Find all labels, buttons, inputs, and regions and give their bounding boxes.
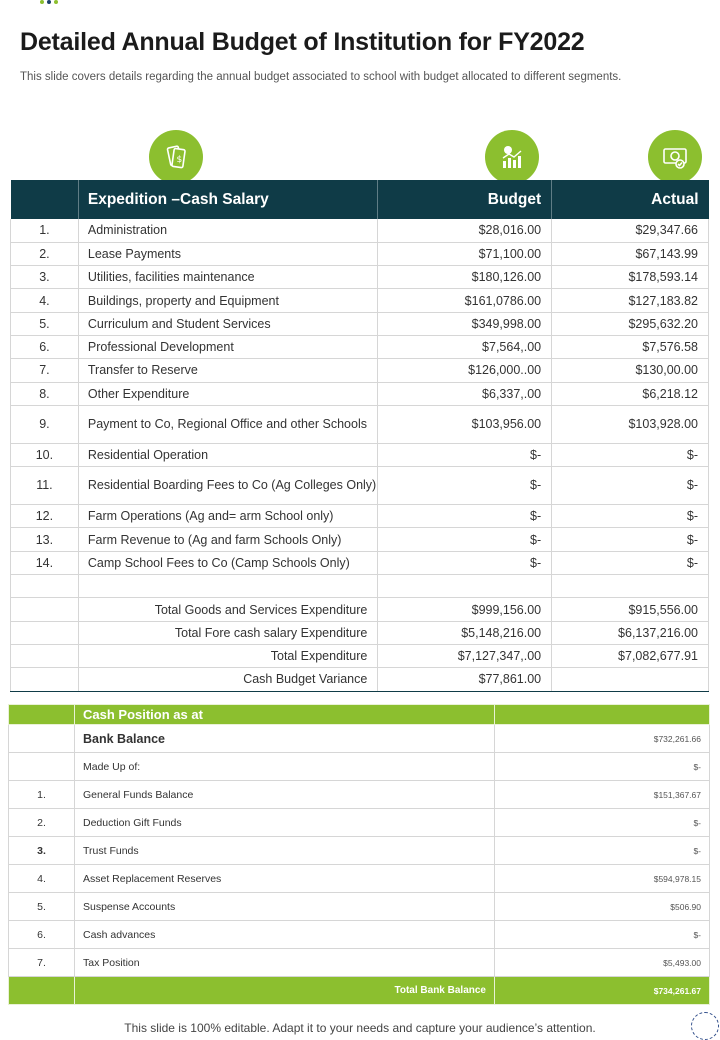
row-actual: $67,143.99: [552, 242, 709, 265]
item-number: 6.: [9, 921, 75, 949]
row-number: 3.: [11, 266, 79, 289]
row-number: 7.: [11, 359, 79, 382]
row-label: Camp School Fees to Co (Camp Schools Only): [78, 551, 377, 574]
svg-text:$: $: [176, 155, 183, 165]
table-row: [11, 551, 709, 574]
row-number: 10.: [11, 443, 79, 466]
list-item: [9, 893, 710, 921]
item-label: Asset Replacement Reserves: [75, 865, 495, 893]
page-subtitle: This slide covers details regarding the annual budget associated to school with budget allocated to different segments.: [20, 71, 622, 83]
item-value: $5,493.00: [495, 949, 710, 977]
row-label: Residential Operation: [78, 443, 377, 466]
item-value: $-: [495, 809, 710, 837]
footer-note: This slide is 100% editable. Adapt it to your needs and capture your audience’s attention.: [124, 1021, 596, 1035]
row-label: Lease Payments: [78, 242, 377, 265]
row-actual: $-: [552, 528, 709, 551]
row-number: 6.: [11, 335, 79, 358]
total-budget: $7,127,347,.00: [378, 644, 552, 667]
table-row: [11, 505, 709, 528]
item-number: 5.: [9, 893, 75, 921]
row-budget: $126,000..00: [378, 359, 552, 382]
row-number: 2.: [11, 242, 79, 265]
row-number: 4.: [11, 289, 79, 312]
cash-header-label: Cash Position as at: [75, 705, 495, 725]
row-actual: $7,576.58: [552, 335, 709, 358]
total-label: Total Fore cash salary Expenditure: [78, 621, 377, 644]
row-budget: $71,100.00: [378, 242, 552, 265]
list-item: [9, 837, 710, 865]
dot: [47, 0, 51, 4]
list-item: [9, 781, 710, 809]
item-value: $594,978.15: [495, 865, 710, 893]
item-label: General Funds Balance: [75, 781, 495, 809]
row-number: 8.: [11, 382, 79, 405]
row-number: 11.: [11, 467, 79, 505]
row-actual: $-: [552, 551, 709, 574]
list-item: [9, 921, 710, 949]
row-number: 5.: [11, 312, 79, 335]
table-row: [11, 359, 709, 382]
corner-circle-icon: [691, 1012, 719, 1040]
item-number: 4.: [9, 865, 75, 893]
bank-balance-value: $732,261.66: [495, 725, 710, 753]
item-value: $-: [495, 837, 710, 865]
money-icon: [149, 130, 203, 184]
table-row: [11, 528, 709, 551]
page-title: Detailed Annual Budget of Institution for FY2022: [20, 28, 585, 56]
total-actual: $7,082,677.91: [552, 644, 709, 667]
row-label: Curriculum and Student Services: [78, 312, 377, 335]
total-label: Total Expenditure: [78, 644, 377, 667]
row-number: 12.: [11, 505, 79, 528]
actual-cash-icon: [648, 130, 702, 184]
row-actual: $-: [552, 467, 709, 505]
total-actual: $915,556.00: [552, 598, 709, 621]
row-budget: $103,956.00: [378, 405, 552, 443]
row-budget: $6,337,.00: [378, 382, 552, 405]
header-number-cell: [11, 180, 79, 219]
table-row: [11, 289, 709, 312]
top-decoration-dots: [40, 0, 58, 4]
item-label: Deduction Gift Funds: [75, 809, 495, 837]
total-bank-balance-label: Total Bank Balance: [75, 977, 495, 1005]
row-label: Residential Boarding Fees to Co (Ag Colleges Only): [78, 467, 377, 505]
made-up-value: $-: [495, 753, 710, 781]
row-budget: $-: [378, 528, 552, 551]
empty-row: [11, 575, 709, 598]
row-label: Farm Operations (Ag and= arm School only): [78, 505, 377, 528]
table-row: [11, 312, 709, 335]
row-actual: $-: [552, 505, 709, 528]
row-number: 13.: [11, 528, 79, 551]
total-budget: $5,148,216.00: [378, 621, 552, 644]
row-label: Other Expenditure: [78, 382, 377, 405]
row-label: Administration: [78, 219, 377, 242]
item-number: 1.: [9, 781, 75, 809]
item-value: $-: [495, 921, 710, 949]
dot: [54, 0, 58, 4]
row-budget: $-: [378, 551, 552, 574]
header-actual: Actual: [552, 180, 709, 219]
row-number: 1.: [11, 219, 79, 242]
row-label: Utilities, facilities maintenance: [78, 266, 377, 289]
item-label: Cash advances: [75, 921, 495, 949]
table-row: [11, 266, 709, 289]
table-row: [11, 335, 709, 358]
row-number: 14.: [11, 551, 79, 574]
row-label: Professional Development: [78, 335, 377, 358]
cash-header-row: [9, 705, 710, 725]
item-number: 2.: [9, 809, 75, 837]
budget-header-row: [11, 180, 709, 219]
table-row: [11, 443, 709, 466]
row-actual: $29,347.66: [552, 219, 709, 242]
total-row: [11, 598, 709, 621]
item-value: $506.90: [495, 893, 710, 921]
row-budget: $180,126.00: [378, 266, 552, 289]
row-label: Transfer to Reserve: [78, 359, 377, 382]
row-actual: $-: [552, 443, 709, 466]
total-row: [11, 644, 709, 667]
row-actual: $6,218.12: [552, 382, 709, 405]
total-bank-balance-row: [9, 977, 710, 1005]
row-budget: $-: [378, 467, 552, 505]
header-budget: Budget: [378, 180, 552, 219]
total-row: [11, 621, 709, 644]
total-row: [11, 668, 709, 691]
made-up-row: [9, 753, 710, 781]
total-bank-balance-value: $734,261.67: [495, 977, 710, 1005]
row-actual: $130,00.00: [552, 359, 709, 382]
row-budget: $28,016.00: [378, 219, 552, 242]
row-actual: $178,593.14: [552, 266, 709, 289]
total-budget: $77,861.00: [378, 668, 552, 691]
item-label: Tax Position: [75, 949, 495, 977]
total-actual: [552, 668, 709, 691]
cash-position-table: [8, 704, 710, 1005]
item-label: Trust Funds: [75, 837, 495, 865]
row-actual: $295,632.20: [552, 312, 709, 335]
table-row: [11, 219, 709, 242]
list-item: [9, 949, 710, 977]
row-budget: $349,998.00: [378, 312, 552, 335]
item-number: 3.: [9, 837, 75, 865]
budget-table: [10, 180, 709, 692]
header-category: Expedition –Cash Salary: [78, 180, 377, 219]
table-row: [11, 382, 709, 405]
row-budget: $7,564,.00: [378, 335, 552, 358]
list-item: [9, 865, 710, 893]
row-label: Buildings, property and Equipment: [78, 289, 377, 312]
row-number: 9.: [11, 405, 79, 443]
total-label: Cash Budget Variance: [78, 668, 377, 691]
row-actual: $103,928.00: [552, 405, 709, 443]
row-label: Payment to Co, Regional Office and other Schools: [78, 405, 377, 443]
bank-balance-label: Bank Balance: [75, 725, 495, 753]
total-actual: $6,137,216.00: [552, 621, 709, 644]
item-number: 7.: [9, 949, 75, 977]
budget-chart-icon: [485, 130, 539, 184]
row-actual: $127,183.82: [552, 289, 709, 312]
item-label: Suspense Accounts: [75, 893, 495, 921]
table-row: [11, 405, 709, 443]
total-label: Total Goods and Services Expenditure: [78, 598, 377, 621]
row-budget: $-: [378, 505, 552, 528]
made-up-label: Made Up of:: [75, 753, 495, 781]
item-value: $151,367.67: [495, 781, 710, 809]
table-row: [11, 242, 709, 265]
table-row: [11, 467, 709, 505]
row-label: Farm Revenue to (Ag and farm Schools Only): [78, 528, 377, 551]
list-item: [9, 809, 710, 837]
row-budget: $161,0786.00: [378, 289, 552, 312]
dot: [40, 0, 44, 4]
total-budget: $999,156.00: [378, 598, 552, 621]
row-budget: $-: [378, 443, 552, 466]
bank-balance-row: [9, 725, 710, 753]
